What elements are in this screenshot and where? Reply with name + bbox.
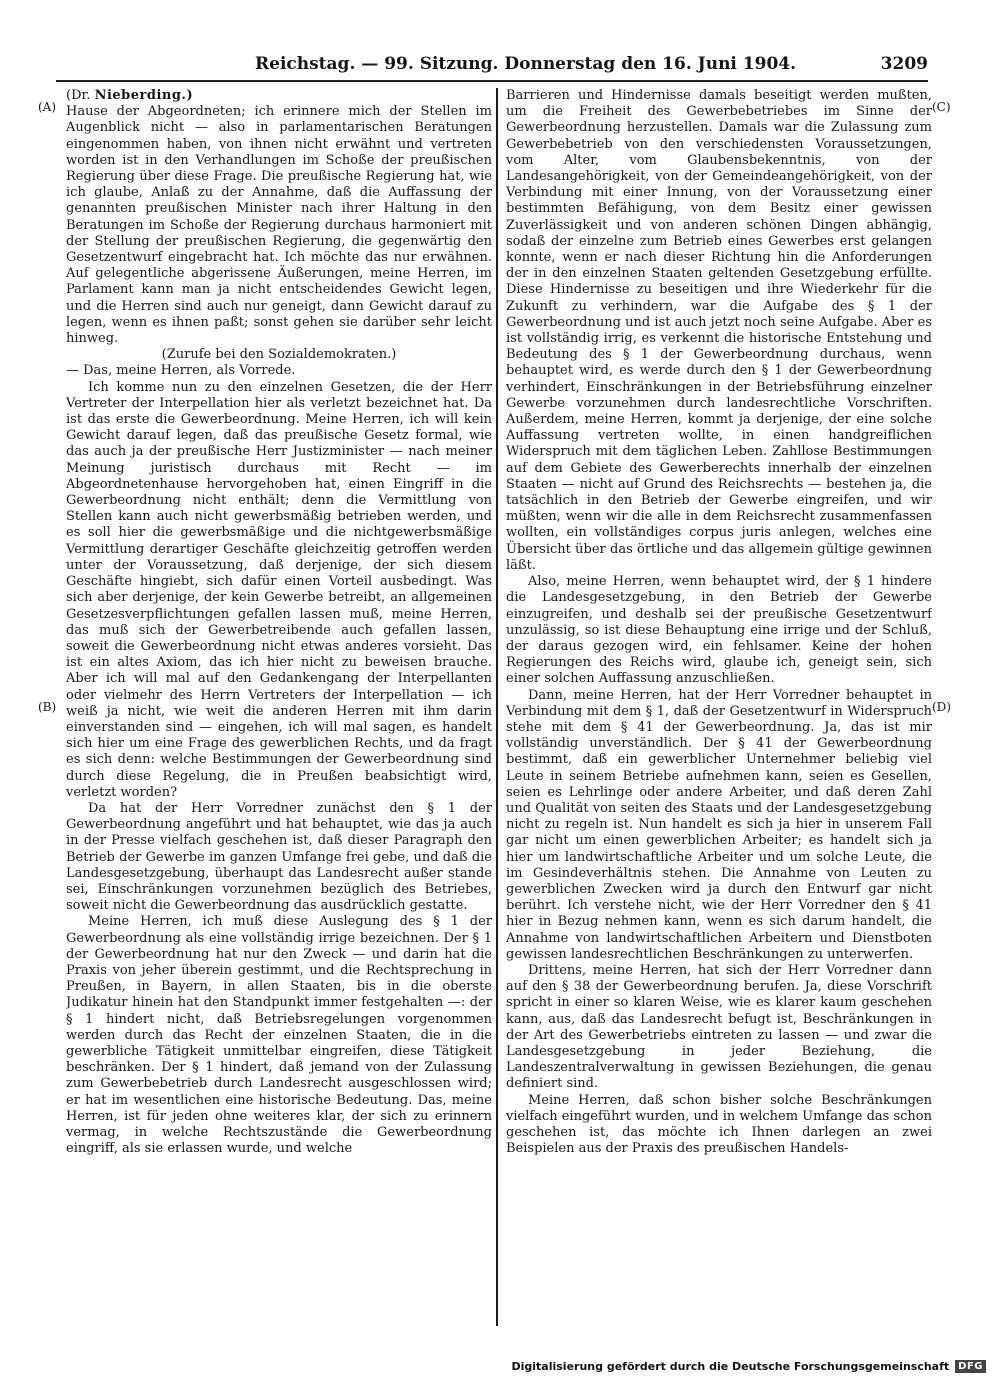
page-number: 3209: [880, 54, 928, 74]
paragraph: Barrieren und Hindernisse damals beseitigt werden mußten, um die Freiheit des Gewerbebetriebes im Sinne der Gewerbeordnung herzustellen. Damals war die Zulassung zum Gewerbebetrieb von den verschiedensten Voraussetzungen, vom Alter, vom Glaubensbekenntnis, von der Landesangehörigkeit, von der Gemeindeangehörigkeit, von der Verbindung mit einer Innung, von der Voraussetzung einer bestimmten Befähigung, von dem Besitz einer gewissen Zuverlässigkeit und von anderen schönen Dingen abhängig, sodaß der einzelne zum Betrieb eines Gewerbes erst gelangen konnte, wenn er nach dieser Richtung hin die Anforderungen der in den einzelnen Staaten geltenden Gesetzgebung erfüllte. Diese Hindernisse zu beseitigen und ihre Wiederkehr für die Zukunft zu verhindern, war die Aufgabe des § 1 der Gewerbeordnung und ist auch jetzt noch seine Aufgabe. Aber es ist vollständig irrig, es verkennt die historische Entstehung und Bedeutung des § 1 der Gewerbeordnung durchaus, wenn behauptet wird, es werde durch den § 1 der Gewerbeordnung verhindert, Einschränkungen in der Betriebsführung einzelner Gewerbe vorzunehmen durch landesrechtliche Vorschriften. Außerdem, meine Herren, kommt ja derjenige, der eine solche Auffassung vertreten wollte, in einen handgreiflichen Widerspruch mit dem täglichen Leben. Zahllose Bestimmungen auf dem Gebiete des Gewerberechts innerhalb der einzelnen Staaten — nicht auf Grund des Reichsrechts — bestehen ja, die tatsächlich in den Betrieb der Gewerbe eingreifen, und wir müßten, wenn wir die alle in dem Reichsrecht zusammenfassen wollten, ein vollständiges corpus juris anlegen, welches eine Übersicht über das örtliche und das allgemein gültige gewinnen läßt.: [506, 88, 932, 573]
speaker-name: Nieberding.): [94, 88, 194, 103]
margin-marker-a: (A): [38, 100, 57, 114]
paragraph: Dann, meine Herren, hat der Herr Vorredner behauptet in Verbindung mit dem § 1, daß der Gesetzentwurf in Widerspruch stehe mit dem § 41 der Gewerbeordnung. Ja, das ist mir vollständig unverständlich. Der § 41 der Gewerbeordnung bestimmt, daß ein gewerblicher Unternehmer beliebig viel Leute in seinem Betriebe aufnehmen kann, seien es Gesellen, seien es Lehrlinge oder andere Arbeiter, und daß deren Zahl und Qualität von seiten des Staats und der Landesgesetzgebung nicht zu regeln ist. Nun handelt es sich ja hier in unserem Fall gar nicht um einen gewerblichen Arbeiter; es handelt sich ja hier um landwirtschaftliche Arbeiter und um solche Leute, die im Gesindeverhältnis stehen. Die Annahme von Leuten zu gewerblichen Zwecken wird ja durch den Entwurf gar nicht berührt. Ich verstehe nicht, wie der Herr Vorredner den § 41 hier in Bezug nehmen kann, wenn es sich darum handelt, die Annahme von landwirtschaftlichen Arbeitern und Dienstboten gewissen landesrechtlichen Beschränkungen zu unterwerfen.: [506, 687, 932, 962]
footer-text: Digitalisierung gefördert durch die Deutsche Forschungsgemeinschaft: [511, 1360, 950, 1373]
paragraph: Da hat der Herr Vorredner zunächst den § 1 der Gewerbeordnung angeführt und hat behauptet, wie das ja auch in der Presse vielfach geschehen ist, daß dieser Paragraph den Betrieb der Gewerbe im ganzen Umfange frei gebe, und daß die Landesgesetzgebung, überhaupt das Landesrecht außer stande sei, Einschränkungen vorzunehmen bezüglich des Betriebes, soweit nicht die Gewerbeordnung das ausdrücklich gestatte.: [66, 800, 492, 914]
column-divider: [496, 88, 498, 1326]
page-header: [50, 50, 928, 82]
paragraph: Ich komme nun zu den einzelnen Gesetzen, die der Herr Vertreter der Interpellation hier als verletzt bezeichnet hat. Da ist das erste die Gewerbeordnung. Meine Herren, ich will kein Gewicht darauf legen, daß das preußische Gesetz formal, wie das auch ja der preußische Herr Justizminister — nach meiner Meinung juristisch durchaus mit Recht — im Abgeordnetenhause hervorgehoben hat, einen Eingriff in die Gewerbeordnung nicht enthält; denn die Vermittlung von Stellen kann auch nicht gewerbsmäßig betrieben werden, und es soll hier die gewerbsmäßige und die nichtgewerbsmäßige Vermittlung derartiger Geschäfte gleichzeitig getroffen werden unter der Voraussetzung, daß derjenige, der sich diesem Geschäfte hingiebt, sich dafür einen Vorteil ausbedingt. Was sich aber derjenige, der kein Gewerbe betreibt, an allgemeinen Gesetzesverpflichtungen gefallen lassen muß, meine Herren, das muß sich der Gewerbetreibende auch gefallen lassen, soweit die Gewerbeordnung nicht etwas anderes vorsieht. Das ist ein altes Axiom, das ich hier nicht zu beweisen brauche. Aber ich will mal auf den Gedankengang der Interpellanten oder vielmehr des Herrn Vertreters der Interpellation — ich weiß ja nicht, wie weit die anderen Herren mit ihm darin einverstanden sind — eingehen, ich will mal sagen, es handelt sich hier um eine Frage des gewerblichen Rechts, und da fragt es sich denn: welche Bestimmungen der Gewerbeordnung sind durch diese Regelung, die in Preußen beabsichtigt wird, verletzt worden?: [66, 379, 492, 800]
dfg-logo: DFG: [955, 1360, 986, 1373]
left-column: [66, 88, 492, 1328]
speaker-line: [66, 88, 492, 104]
paragraph: Also, meine Herren, wenn behauptet wird, der § 1 hindere die Landesgesetzgebung, in den Betrieb der Gewerbe einzugreifen, und deshalb sei der preußische Gesetzentwurf unzulässig, so ist diese Behauptung eine irrige und der Schluß, der daraus gezogen wird, ein fehlsamer. Keine der hohen Regierungen des Reichs wird, glaube ich, geneigt sein, sich einer solchen Auffassung anzuschließen.: [506, 574, 932, 687]
paragraph: Meine Herren, ich muß diese Auslegung des § 1 der Gewerbeordnung als eine vollständig irrige bezeichnen. Der § 1 der Gewerbeordnung hat nur den Zweck — und darin hat die Praxis von jeher überein gestimmt, und die Rechtsprechung in Preußen, in Bayern, in allen Staaten, bis in die oberste Judikatur hinein hat den Standpunkt immer festgehalten —: der § 1 hindert nicht, daß Betriebsregelungen vorgenommen werden durch das Recht der einzelnen Staaten, die in die gewerbliche Tätigkeit unmittelbar eingreifen, diese Tätigkeit beschränken. Der § 1 hindert, daß jemand von der Zulassung zum Gewerbebetrieb durch Landesrecht ausgeschlossen wird; er hat im wesentlichen eine historische Bedeutung. Das, meine Herren, ist für jeden ohne weiteres klar, der sich zu erinnern vermag, in welche Rechtszustände die Gewerbeordnung eingriff, als sie erlassen wurde, und welche: [66, 914, 492, 1157]
right-column: [506, 88, 932, 1326]
footer-credit: [511, 1360, 986, 1373]
margin-marker-b: (B): [38, 700, 57, 714]
paragraph: Hause der Abgeordneten; ich erinnere mich der Stellen im Augenblick nicht — also in parlamentarischen Beratungen eingenommen haben, von ihnen nicht erwähnt und vertreten worden ist in den Verhandlungen im Schoße der preußischen Regierung über diese Frage. Die preußische Regierung hat, wie ich glaube, Anlaß zu der Annahme, daß die Auffassung der genannten preußischen Minister nach ihrer Haltung in den Beratungen im Schoße der Regierung durchaus harmoniert mit der Stellung der preußischen Regierung, die gegenwärtig den Gesetzentwurf eingebracht hat. Ich möchte das nur erwähnen. Auf gelegentliche abgerissene Äußerungen, meine Herren, im Parlament kann man ja nicht entscheidendes Gewicht legen, und die Herren sind auch nur geneigt, dann Gewicht darauf zu legen, wenn es ihnen paßt; sonst gehen sie darüber sehr leicht hinweg.: [66, 104, 492, 347]
header-rule: [56, 80, 928, 82]
paragraph: Meine Herren, daß schon bisher solche Beschränkungen vielfach eingeführt wurden, und in welchem Umfange das schon geschehen ist, das möchte ich Ihnen darlegen an zwei Beispielen aus der Praxis des preußischen Handels-: [506, 1092, 932, 1157]
speaker-prefix: (Dr.: [66, 88, 91, 103]
paragraph: — Das, meine Herren, als Vorrede.: [66, 363, 296, 379]
interjection: (Zurufe bei den Sozialdemokraten.): [161, 347, 397, 363]
header-title: Reichstag. — 99. Sitzung. Donnerstag den 16. Juni 1904.: [255, 54, 797, 74]
margin-marker-c: (C): [932, 100, 951, 114]
paragraph: Drittens, meine Herren, hat sich der Herr Vorredner dann auf den § 38 der Gewerbeordnung berufen. Ja, diese Vorschrift spricht in einer so klaren Weise, wie es klarer kaum geschehen kann, aus, daß das Landesrecht befugt ist, Beschränkungen in der Art des Gewerbetriebs eintreten zu lassen — und zwar die Landesgesetzgebung in jeder Beziehung, die Landeszentralverwaltung in gewissen Beziehungen, die genau definiert sind.: [506, 962, 932, 1092]
margin-marker-d: (D): [932, 700, 951, 714]
